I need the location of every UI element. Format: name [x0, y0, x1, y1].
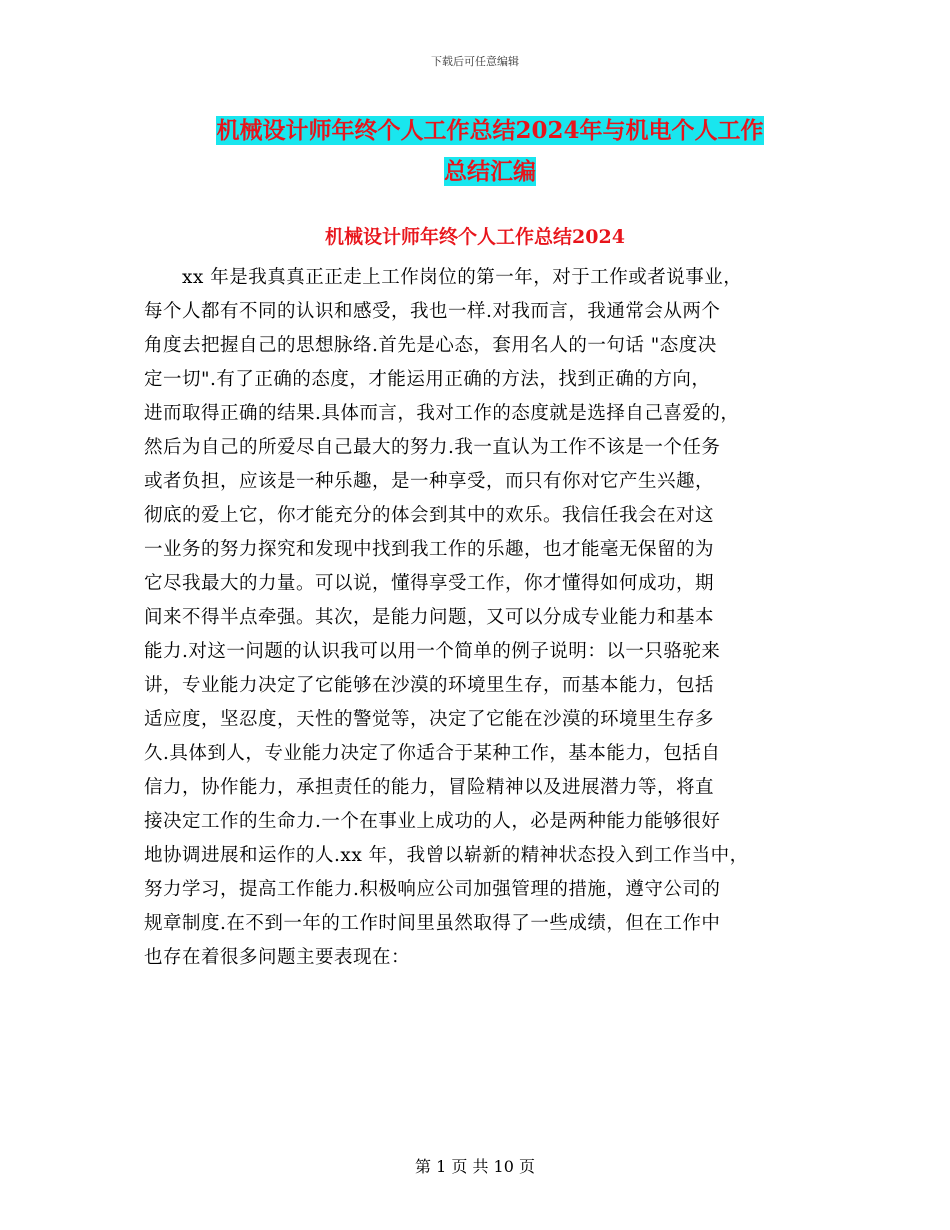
body-line: 地协调进展和运作的人.xx 年，我曾以崭新的精神状态投入到工作当中， — [144, 845, 749, 866]
body-line: 信力，协作能力，承担责任的能力，冒险精神以及进展潜力等，将直 — [144, 777, 715, 798]
document-title — [140, 110, 840, 192]
body-line: 久.具体到人，专业能力决定了你适合于某种工作，基本能力，包括自 — [144, 743, 721, 764]
body-line: 间来不得半点牵强。其次，是能力问题，又可以分成专业能力和基本 — [144, 607, 715, 628]
body-line: 努力学习，提高工作能力.积极响应公司加强管理的措施，遵守公司的 — [144, 879, 721, 900]
body-line: 能力.对这一问题的认识我可以用一个简单的例子说明：以一只骆驼来 — [144, 641, 721, 662]
body-line: 适应度，坚忍度，天性的警觉等，决定了它能在沙漠的环境里生存多 — [144, 709, 715, 730]
body-line: 接决定工作的生命力.一个在事业上成功的人，必是两种能力能够很好 — [144, 811, 721, 832]
body-line: 规章制度.在不到一年的工作时间里虽然取得了一些成绩，但在工作中 — [144, 913, 721, 934]
body-text — [144, 261, 824, 975]
header-note: 下载后可任意编辑 — [431, 55, 519, 68]
body-line: 进而取得正确的结果.具体而言，我对工作的态度就是选择自己喜爱的， — [144, 403, 740, 424]
section-title: 机械设计师年终个人工作总结2024 — [325, 226, 625, 248]
page-footer: 第 1 页 共 10 页 — [415, 1157, 535, 1176]
title-line-1: 机械设计师年终个人工作总结2024年与机电个人工作 — [216, 117, 764, 144]
body-line: 定一切".有了正确的态度，才能运用正确的方法，找到正确的方向， — [144, 369, 711, 390]
body-line: 角度去把握自己的思想脉络.首先是心态，套用名人的一句话 "态度决 — [144, 335, 717, 356]
body-line: 彻底的爱上它，你才能充分的体会到其中的欢乐。我信任我会在对这 — [144, 505, 715, 526]
body-line: 也存在着很多问题主要表现在： — [144, 947, 411, 968]
body-line: 它尽我最大的力量。可以说，懂得享受工作，你才懂得如何成功，期 — [144, 573, 715, 594]
body-line: xx 年是我真真正正走上工作岗位的第一年，对于工作或者说事业， — [144, 267, 743, 288]
body-line: 每个人都有不同的认识和感受，我也一样.对我而言，我通常会从两个 — [144, 301, 721, 322]
body-line: 然后为自己的所爱尽自己最大的努力.我一直认为工作不该是一个任务 — [144, 437, 721, 458]
title-line-2: 总结汇编 — [444, 158, 536, 185]
body-line: 一业务的努力探究和发现中找到我工作的乐趣，也才能毫无保留的为 — [144, 539, 715, 560]
body-line: 讲，专业能力决定了它能够在沙漠的环境里生存，而基本能力，包括 — [144, 675, 715, 696]
body-line: 或者负担，应该是一种乐趣，是一种享受，而只有你对它产生兴趣， — [144, 471, 715, 492]
